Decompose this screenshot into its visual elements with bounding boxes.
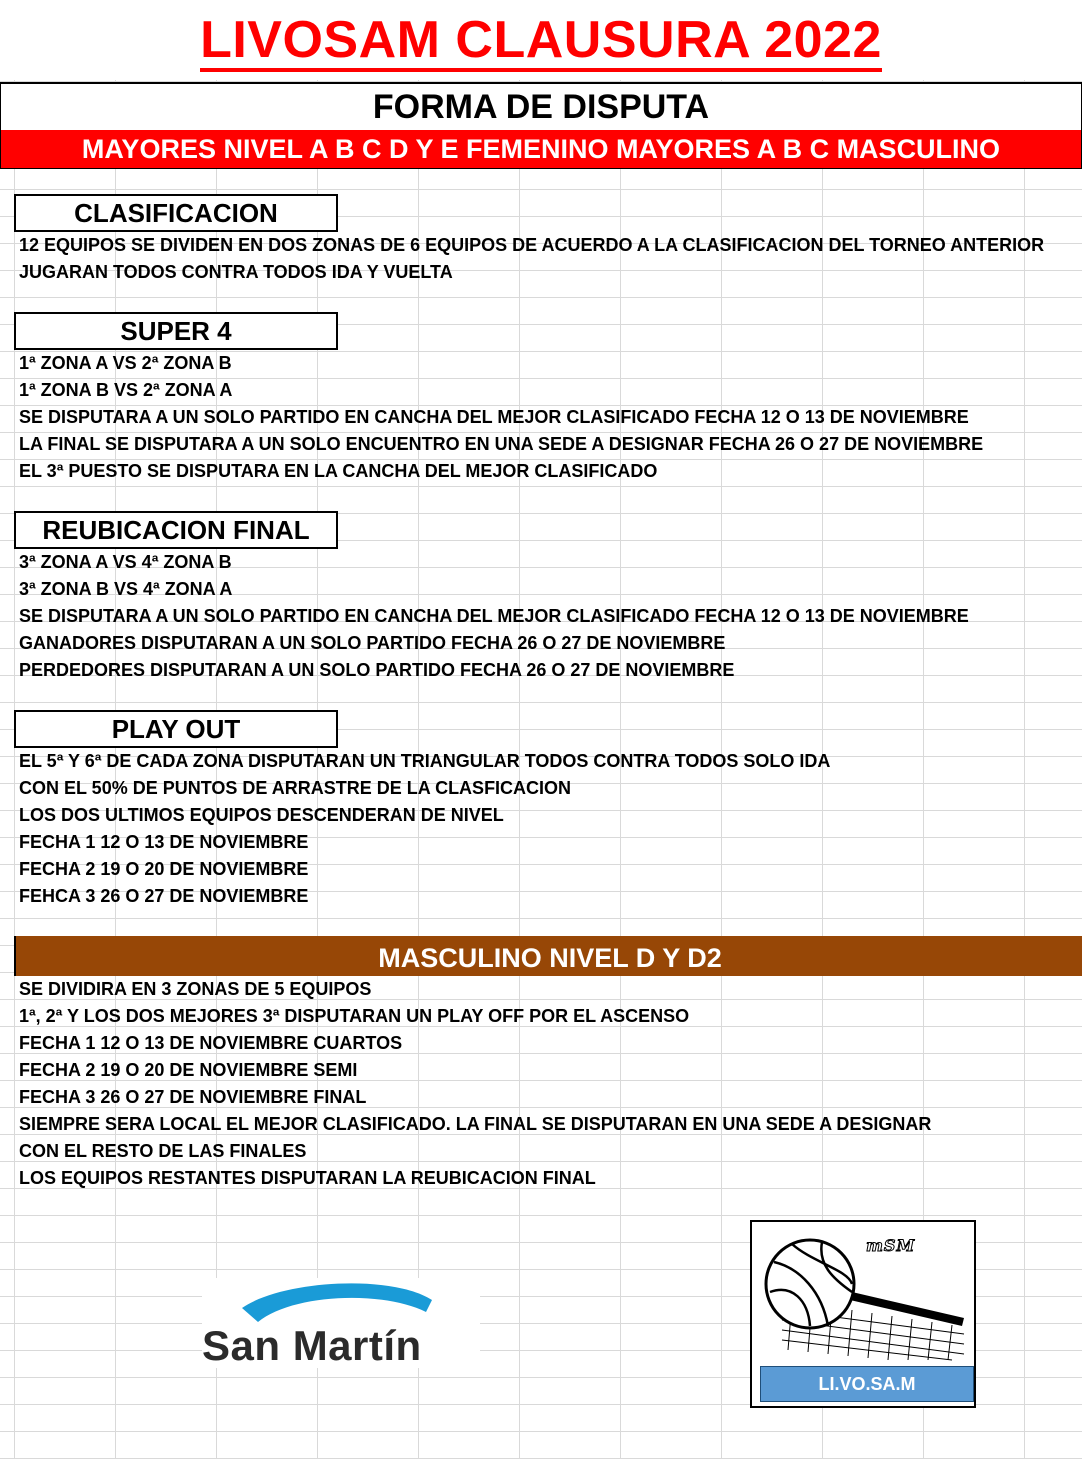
text-line: FECHA 1 12 O 13 DE NOVIEMBRE CUARTOS [19,1033,403,1053]
section-heading-reubicacion: REUBICACION FINAL [14,511,338,549]
text-line: SE DISPUTARA A UN SOLO PARTIDO EN CANCHA DEL MEJOR CLASIFICADO FECHA 12 O 13 DE NOVIEMBRE [19,606,969,626]
text-line: PERDEDORES DISPUTARAN A UN SOLO PARTIDO FECHA 26 O 27 DE NOVIEMBRE [19,660,735,680]
section-heading-super4: SUPER 4 [14,312,338,350]
section-heading-playout: PLAY OUT [14,710,338,748]
section-heading-clasificacion: CLASIFICACION [14,194,338,232]
text-line: CON EL RESTO DE LAS FINALES [19,1141,307,1161]
san-martin-arc-logo-icon [202,1278,480,1328]
text-line: FEHCA 3 26 O 27 DE NOVIEMBRE [19,886,309,906]
text-line: LA FINAL SE DISPUTARA A UN SOLO ENCUENTRO EN UNA SEDE A DESIGNAR FECHA 26 O 27 DE NOVIEMBRE [19,434,984,454]
san-martin-logo [202,1278,480,1368]
text-line: FECHA 2 19 O 20 DE NOVIEMBRE [19,859,309,879]
category-banner: MAYORES NIVEL A B C D Y E FEMENINO MAYORES A B C MASCULINO [0,130,1082,169]
text-line: 1ª ZONA B VS 2ª ZONA A [19,380,233,400]
text-line: 3ª ZONA A VS 4ª ZONA B [19,552,232,572]
text-line: GANADORES DISPUTARAN A UN SOLO PARTIDO FECHA 26 O 27 DE NOVIEMBRE [19,633,726,653]
text-line: CON EL 50% DE PUNTOS DE ARRASTRE DE LA CLASFICACION [19,778,572,798]
page-title: LIVOSAM CLAUSURA 2022 [200,12,882,72]
text-line: FECHA 3 26 O 27 DE NOVIEMBRE FINAL [19,1087,367,1107]
text-line: EL 5ª Y 6ª DE CADA ZONA DISPUTARAN UN TRIANGULAR TODOS CONTRA TODOS SOLO IDA [19,751,831,771]
san-martin-logo-text: San Martín [202,1322,422,1369]
text-line: 3ª ZONA B VS 4ª ZONA A [19,579,233,599]
text-line: EL 3ª PUESTO SE DISPUTARA EN LA CANCHA DEL MEJOR CLASIFICADO [19,461,658,481]
text-line: LOS EQUIPOS RESTANTES DISPUTARAN LA REUBICACION FINAL [19,1168,596,1188]
subtitle-bar: FORMA DE DISPUTA [0,82,1082,130]
section-banner-masculino: MASCULINO NIVEL D Y D2 [14,936,1082,976]
text-line: SIEMPRE SERA LOCAL EL MEJOR CLASIFICADO. LA FINAL SE DISPUTARAN EN UNA SEDE A DESIGNAR [19,1114,932,1134]
text-line: LOS DOS ULTIMOS EQUIPOS DESCENDERAN DE NIVEL [19,805,504,825]
text-line: 12 EQUIPOS SE DIVIDEN EN DOS ZONAS DE 6 EQUIPOS DE ACUERDO A LA CLASIFICACION DEL TORNEO ANTERIOR [19,235,1045,255]
text-line: FECHA 2 19 O 20 DE NOVIEMBRE SEMI [19,1060,358,1080]
livosam-label: LI.VO.SA.M [760,1366,974,1402]
page-title-container [0,0,1082,80]
msm-monogram: mSM [866,1236,916,1255]
livosam-logo [750,1220,976,1408]
text-line: 1ª, 2ª Y LOS DOS MEJORES 3ª DISPUTARAN UN PLAY OFF POR EL ASCENSO [19,1006,690,1026]
volleyball-net-logo-icon [752,1222,974,1362]
text-line: 1ª ZONA A VS 2ª ZONA B [19,353,232,373]
text-line: FECHA 1 12 O 13 DE NOVIEMBRE [19,832,309,852]
text-line: SE DIVIDIRA EN 3 ZONAS DE 5 EQUIPOS [19,979,372,999]
text-line: JUGARAN TODOS CONTRA TODOS IDA Y VUELTA [19,262,453,282]
text-line: SE DISPUTARA A UN SOLO PARTIDO EN CANCHA DEL MEJOR CLASIFICADO FECHA 12 O 13 DE NOVIEMBRE [19,407,969,427]
